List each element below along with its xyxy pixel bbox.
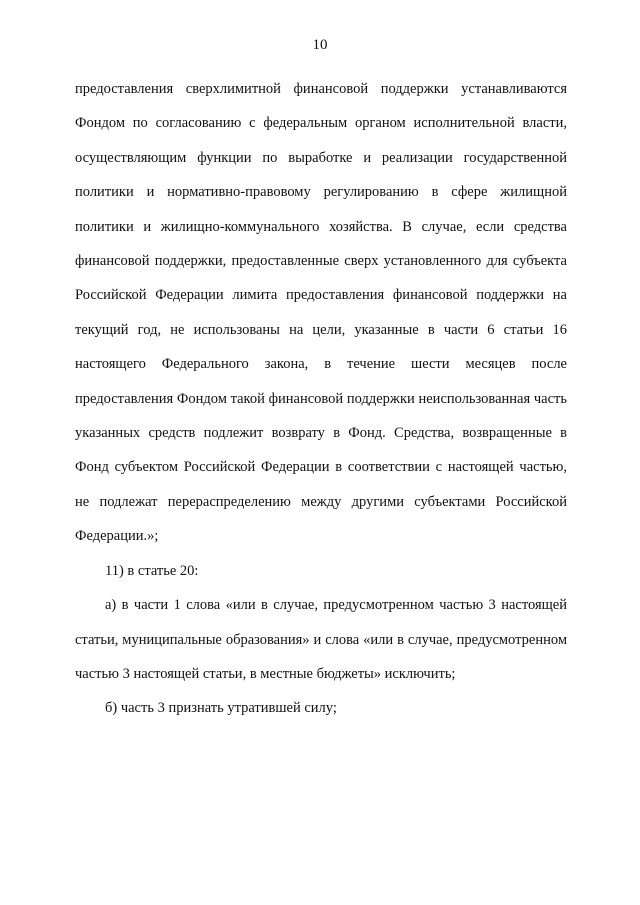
page-number: 10 bbox=[312, 37, 328, 53]
paragraph-subitem-a: а) в части 1 слова «или в случае, предусмотренном частью 3 настоящей статьи, муниципальные образования» и слова «или в случае, предусмотренном частью 3 настоящей статьи, в местные бюджеты» исключить; bbox=[75, 597, 567, 682]
paragraph-continuation: предоставления сверхлимитной финансовой поддержки устанавливаются Фондом по согласованию с федеральным органом исполнительной власти, осуществляющим функции по выработке и реализации государственной политики и нормативно-правовому регулированию в сфере жилищной политики и жилищно-коммунального хозяйства. В случае, если средства финансовой поддержки, предоставленные сверх установленного для субъекта Российской Федерации лимита предоставления финансовой поддержки на текущий год, не использованы на цели, указанные в части 6 статьи 16 настоящего Федерального закона, в течение шести месяцев после предоставления Фондом такой финансовой поддержки неиспользованная часть указанных средств подлежит возврату в Фонд. Средства, возвращенные в Фонд субъектом Российской Федерации в соответствии с настоящей частью, не подлежат перераспределению между другими субъектами Российской Федерации.»; bbox=[75, 81, 567, 545]
paragraph-item-11: 11) в статье 20: bbox=[105, 562, 199, 579]
document-body bbox=[75, 72, 567, 726]
paragraph-subitem-b: б) часть 3 признать утратившей силу; bbox=[105, 700, 337, 717]
